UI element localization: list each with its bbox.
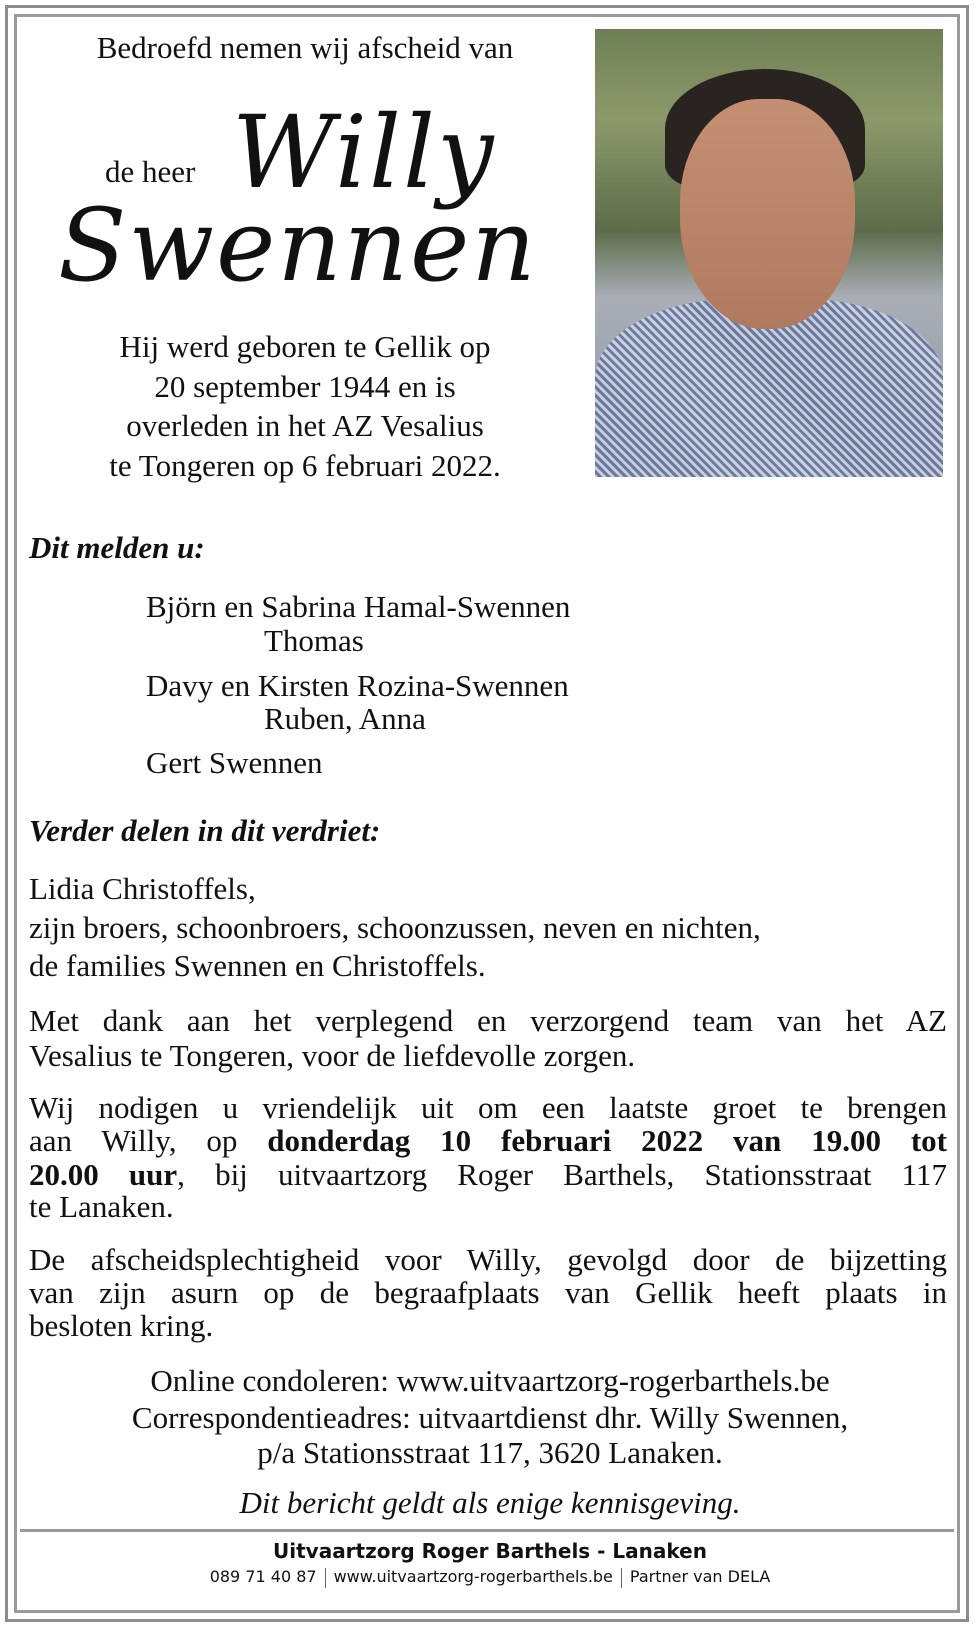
thanks-line: Met dank aan het verplegend en verzorgend team van het AZ	[29, 1003, 947, 1038]
notice-text: Dit bericht geldt als enige kennisgeving.	[239, 1485, 741, 1520]
footer-website: www.uitvaartzorg-rogerbarthels.be	[333, 1567, 613, 1586]
intro-text: Bedroefd nemen wij afscheid van	[96, 30, 514, 65]
footer-phone: 089 71 40 87	[209, 1567, 317, 1586]
invite-date: donderdag 10 februari 2022 van 19.00 tot	[267, 1123, 947, 1158]
separator	[621, 1568, 622, 1588]
sharer: de families Swennen en Christoffels.	[29, 948, 486, 983]
invite-line: Wij nodigen u vriendelijk uit om een laatste groet te brengen	[29, 1090, 947, 1125]
invite-line: te Lanaken.	[29, 1189, 174, 1224]
announcer: Ruben, Anna	[264, 701, 426, 736]
correspondence-line: p/a Stationsstraat 117, 3620 Lanaken.	[257, 1435, 723, 1470]
first-name: Willy	[232, 94, 496, 211]
announcers-heading: Dit melden u:	[29, 530, 205, 565]
announcer: Gert Swennen	[146, 745, 323, 780]
sharer: Lidia Christoffels,	[29, 871, 256, 906]
bio-line: 20 september 1944 en is	[154, 369, 456, 404]
divider	[20, 1529, 954, 1532]
bio-line: te Tongeren op 6 februari 2022.	[109, 448, 501, 483]
announcer: Björn en Sabrina Hamal-Swennen	[146, 589, 571, 624]
last-name: Swennen	[58, 187, 538, 304]
invite-line	[29, 1157, 947, 1193]
invite-text: aan Willy, op	[29, 1123, 268, 1158]
invite-text: , bij uitvaartzorg Roger Barthels, Stationsstraat 117	[177, 1157, 947, 1192]
invite-line	[29, 1123, 947, 1159]
sharer: zijn broers, schoonbroers, schoonzussen, neven en nichten,	[29, 910, 761, 945]
announcer: Thomas	[264, 623, 364, 658]
online-condolences: Online condoleren: www.uitvaartzorg-rogerbarthels.be	[150, 1363, 830, 1398]
portrait-photo	[595, 29, 943, 477]
bio-line: Hij werd geboren te Gellik op	[119, 329, 491, 364]
footer-partner: Partner van DELA	[629, 1567, 771, 1586]
sharers-heading: Verder delen in dit verdriet:	[29, 813, 381, 848]
correspondence-line: Correspondentieadres: uitvaartdienst dhr. Willy Swennen,	[131, 1400, 849, 1435]
title-prefix: de heer	[105, 154, 196, 189]
footer-contact	[0, 1567, 980, 1588]
footer-company: Uitvaartzorg Roger Barthels - Lanaken	[273, 1539, 707, 1563]
ceremony-line: De afscheidsplechtigheid voor Willy, gevolgd door de bijzetting	[29, 1242, 947, 1277]
bio-line: overleden in het AZ Vesalius	[126, 408, 484, 443]
ceremony-line: van zijn asurn op de begraafplaats van Gellik heeft plaats in	[29, 1275, 947, 1310]
separator	[325, 1568, 326, 1588]
ceremony-line: besloten kring.	[29, 1308, 214, 1343]
announcer: Davy en Kirsten Rozina-Swennen	[146, 668, 569, 703]
thanks-line: Vesalius te Tongeren, voor de liefdevolle zorgen.	[29, 1038, 636, 1073]
invite-time: 20.00 uur	[29, 1157, 178, 1192]
